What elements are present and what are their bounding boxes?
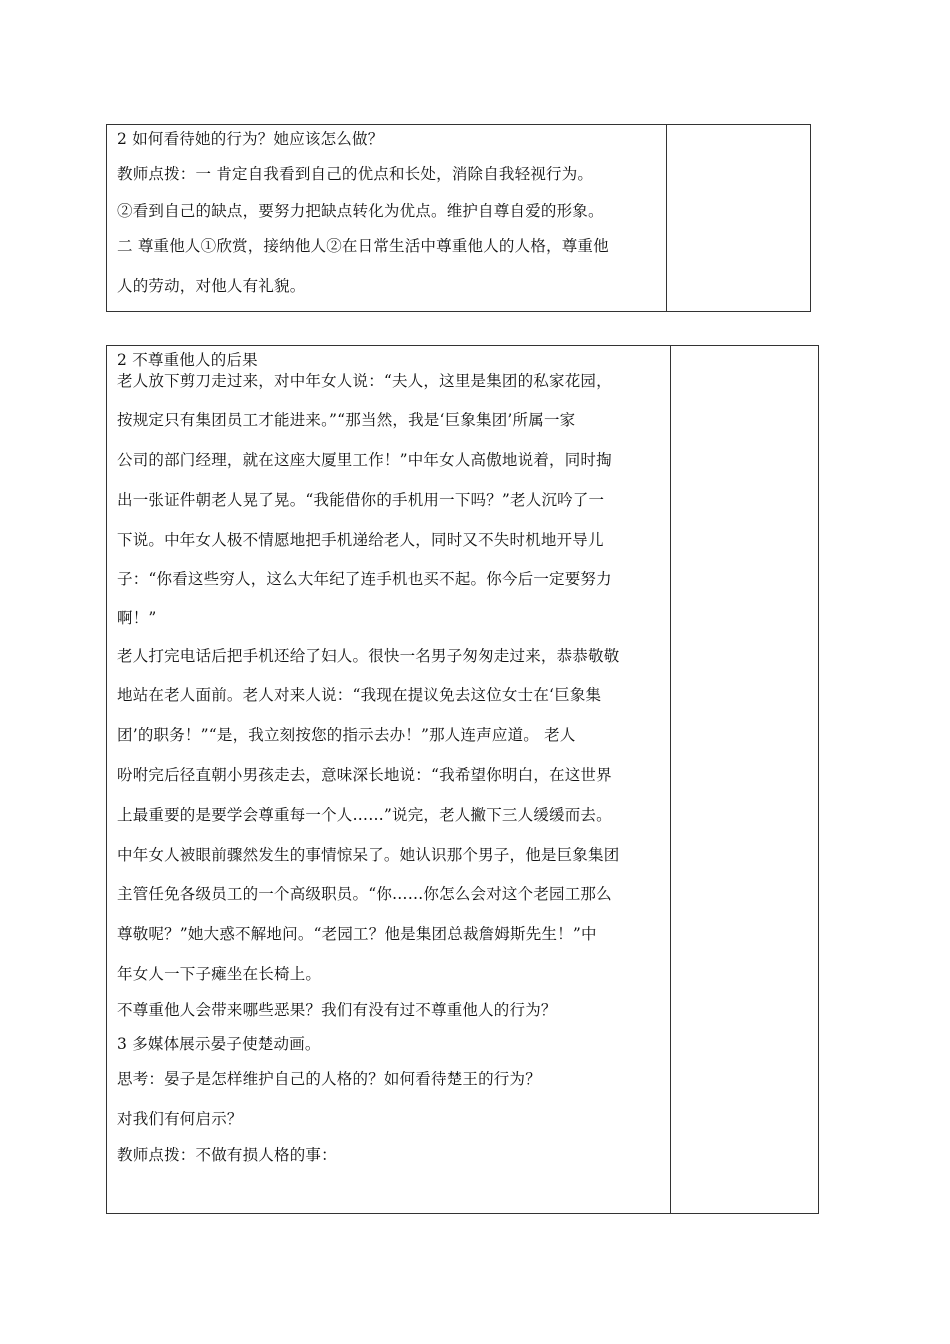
text-line: 思考：晏子是怎样维护自己的人格的？如何看待楚王的行为？ <box>117 1070 541 1088</box>
text-line: 按规定只有集团员工才能进来。”“那当然，我是‘巨象集团’所属一家 <box>117 411 576 429</box>
content-cell <box>107 346 671 1213</box>
text-line: 2 不尊重他人的后果 <box>117 351 258 369</box>
text-line: ②看到自己的缺点，要努力把缺点转化为优点。维护自尊自爱的形象。 <box>117 202 604 220</box>
content-cell <box>107 125 667 311</box>
text-line: 子：“你看这些穷人，这么大年纪了连手机也买不起。你今后一定要努力 <box>117 570 612 588</box>
lesson-table-2 <box>106 345 819 1214</box>
text-line: 人的劳动，对他人有礼貌。 <box>117 277 306 295</box>
text-line: 3 多媒体展示晏子使楚动画。 <box>117 1035 321 1053</box>
text-line: 地站在老人面前。老人对来人说：“我现在提议免去这位女士在‘巨象集 <box>117 686 602 704</box>
text-line: 啊！” <box>117 609 157 627</box>
text-line: 下说。中年女人极不情愿地把手机递给老人，同时又不失时机地开导儿 <box>117 531 604 549</box>
text-line: 团’的职务！”“是，我立刻按您的指示去办！”那人连声应道。 老人 <box>117 726 576 744</box>
text-line: 不尊重他人会带来哪些恶果？我们有没有过不尊重他人的行为？ <box>117 1001 557 1019</box>
text-line: 中年女人被眼前骤然发生的事情惊呆了。她认识那个男子，他是巨象集团 <box>117 846 620 864</box>
text-line: 年女人一下子瘫坐在长椅上。 <box>117 965 322 983</box>
text-line: 对我们有何启示？ <box>117 1110 243 1128</box>
text-line: 吩咐完后径直朝小男孩走去，意味深长地说：“我希望你明白，在这世界 <box>117 766 612 784</box>
text-line: 2 如何看待她的行为？她应该怎么做？ <box>117 130 384 148</box>
text-line: 尊敬呢？”她大惑不解地问。“老园工？他是集团总裁詹姆斯先生！”中 <box>117 925 597 943</box>
text-line: 出一张证件朝老人晃了晃。“我能借你的手机用一下吗？”老人沉吟了一 <box>117 491 605 509</box>
text-line: 二 尊重他人①欣赏，接纳他人②在日常生活中尊重他人的人格，尊重他 <box>117 237 609 255</box>
text-line: 老人放下剪刀走过来，对中年女人说：“夫人，这里是集团的私家花园， <box>117 372 612 390</box>
text-line: 老人打完电话后把手机还给了妇人。很快一名男子匆匆走过来，恭恭敬敬 <box>117 647 620 665</box>
text-line: 教师点拨：不做有损人格的事： <box>117 1146 337 1164</box>
text-line: 主管任免各级员工的一个高级职员。“你……你怎么会对这个老园工那么 <box>117 885 612 903</box>
text-line: 上最重要的是要学会尊重每一个人……”说完，老人撇下三人缓缓而去。 <box>117 806 612 824</box>
lesson-table-1 <box>106 124 811 312</box>
text-line: 教师点拨：一 肯定自我看到自己的优点和长处，消除自我轻视行为。 <box>117 165 594 183</box>
text-line: 公司的部门经理，就在这座大厦里工作！”中年女人高傲地说着，同时掏 <box>117 451 612 469</box>
